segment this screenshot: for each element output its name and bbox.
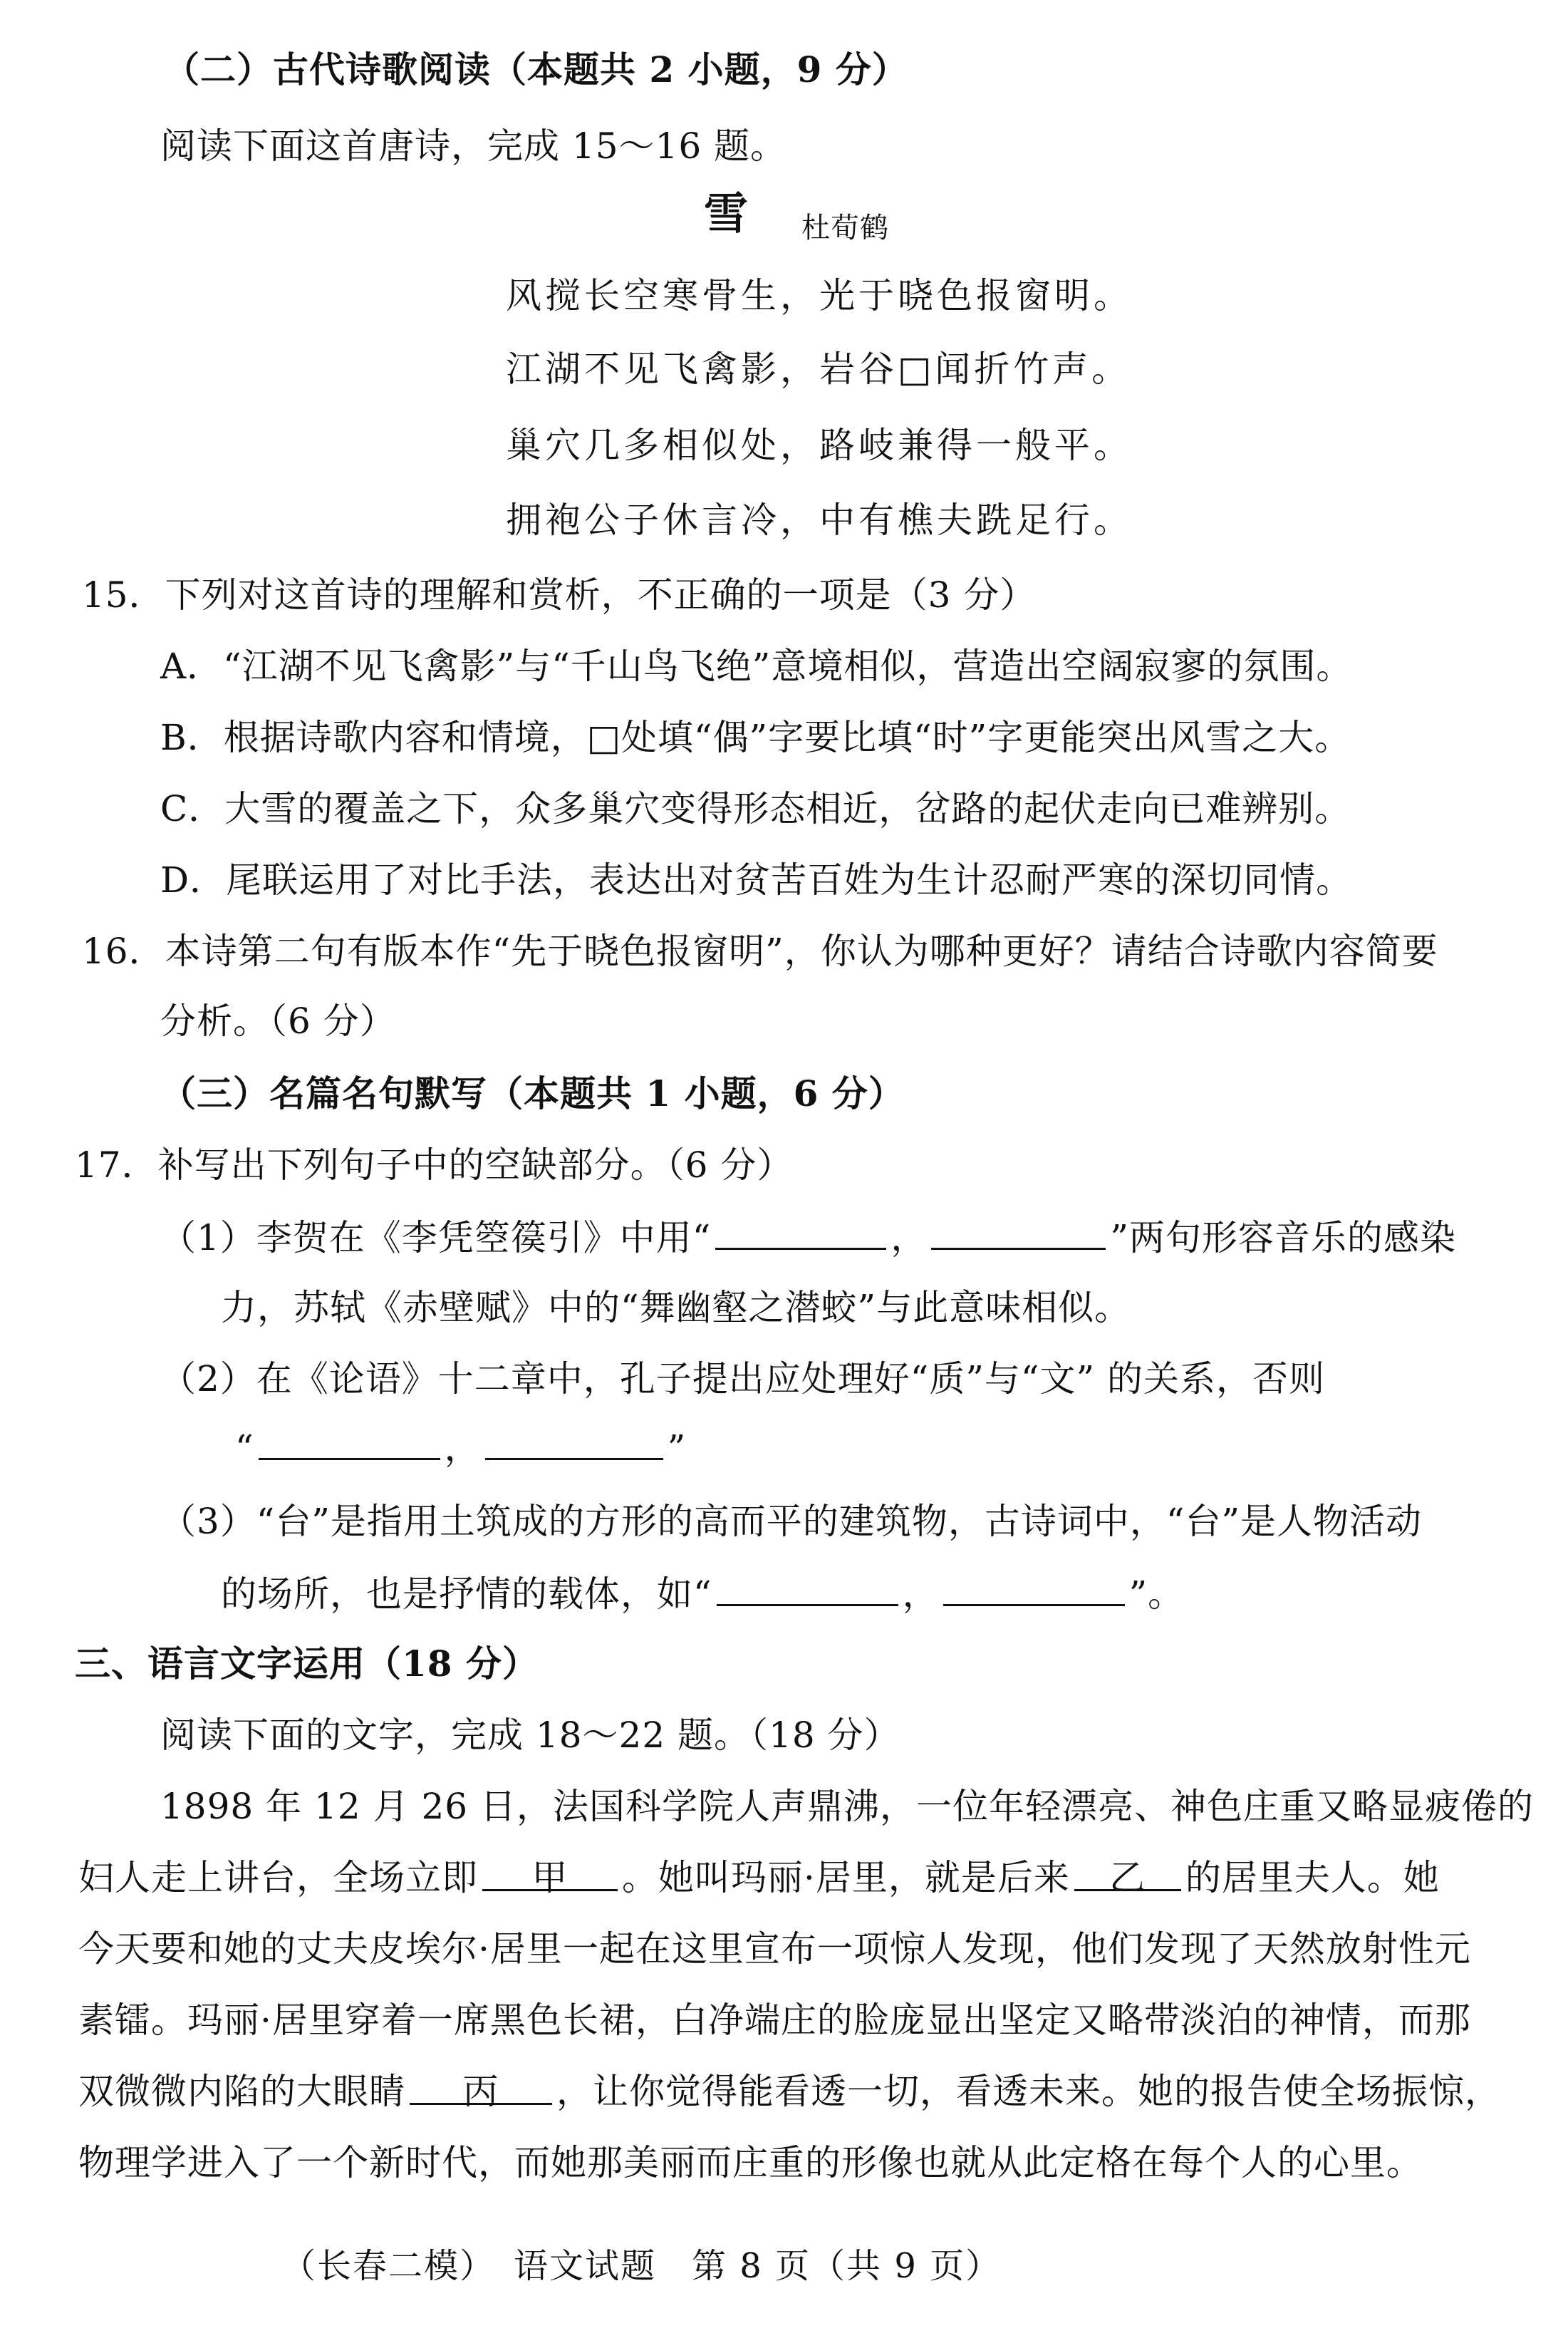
poem-line: 江湖不见飞禽影，岩谷□闻折竹声。 xyxy=(506,348,1131,390)
item-2-separator: ， xyxy=(444,1427,481,1469)
passage-text: 。她叫玛丽·居里，就是后来 xyxy=(622,1857,1070,1898)
question-15-option-c: C．大雪的覆盖之下，众多巢穴变得形态相近，岔路的起伏走向已难辨别。 xyxy=(160,788,1351,829)
passage-line-3: 今天要和她的丈夫皮埃尔·居里一起在这里宣布一项惊人发现，他们发现了天然放射性元 xyxy=(78,1928,1471,1970)
section-heading-recitation: （三）名篇名句默写（本题共 1 小题，6 分） xyxy=(160,1072,905,1114)
item-3-close-quote: ”。 xyxy=(1128,1573,1185,1615)
item-3-text-b: 的场所，也是抒情的载体，如“ xyxy=(221,1573,712,1615)
passage-text: 的居里夫人。她 xyxy=(1185,1857,1440,1898)
passage-text: 双微微内陷的大眼睛 xyxy=(78,2071,405,2112)
poem-title: 雪 xyxy=(704,187,749,239)
question-15-stem: 15．下列对这首诗的理解和赏析，不正确的一项是（3 分） xyxy=(82,574,1037,616)
question-15-option-d: D．尾联运用了对比手法，表达出对贫苦百姓为生计忍耐严寒的深切同情。 xyxy=(160,859,1353,901)
poem-author: 杜荀鹤 xyxy=(801,212,889,244)
blank-jia[interactable]: 甲 xyxy=(482,1856,618,1891)
poetry-instruction: 阅读下面这首唐诗，完成 15～16 题。 xyxy=(160,125,787,167)
page-footer: （长春二模） 语文试题 第 8 页（共 9 页） xyxy=(281,2246,1002,2286)
question-16-line-2: 分析。（6 分） xyxy=(160,1000,396,1042)
blank-yi[interactable]: 乙 xyxy=(1074,1856,1181,1891)
item-1-text-a: （1）李贺在《李凭箜篌引》中用“ xyxy=(160,1217,712,1258)
question-17-item-2: （2）在《论语》十二章中，孔子提出应处理好“质”与“文” 的关系，否则 xyxy=(160,1358,1325,1400)
question-15-option-a: A．“江湖不见飞禽影”与“千山鸟飞绝”意境相似，营造出空阔寂寥的氛围。 xyxy=(160,646,1353,687)
part-3-instruction: 阅读下面的文字，完成 18～22 题。（18 分） xyxy=(160,1714,900,1756)
answer-blank-3-1[interactable] xyxy=(717,1571,898,1606)
item-2-open-quote: “ xyxy=(235,1427,254,1469)
question-17-item-3: （3）“台”是指用土筑成的方形的高而平的建筑物，古诗词中，“台”是人物活动 xyxy=(160,1501,1423,1542)
question-17-item-2-answers xyxy=(235,1425,686,1469)
passage-text: 妇人走上讲台，全场立即 xyxy=(78,1857,478,1898)
question-15-option-b: B．根据诗歌内容和情境，□处填“偶”字要比填“时”字更能突出风雪之大。 xyxy=(160,717,1351,758)
poem-line: 巢穴几多相似处，路岐兼得一般平。 xyxy=(506,425,1133,466)
question-17-item-3-cont xyxy=(221,1571,1184,1615)
item-3-separator: ， xyxy=(902,1573,939,1615)
question-16-line-1: 16．本诗第二句有版本作“先于晓色报窗明”，你认为哪种更好？请结合诗歌内容简要 xyxy=(82,931,1438,972)
question-17-stem: 17．补写出下列句子中的空缺部分。（6 分） xyxy=(75,1144,794,1186)
poem-line: 拥袍公子休言冷，中有樵夫跣足行。 xyxy=(506,500,1133,541)
answer-blank-3-2[interactable] xyxy=(943,1571,1125,1606)
part-3-heading: 三、语言文字运用（18 分） xyxy=(75,1643,539,1685)
question-17-item-1 xyxy=(160,1215,1456,1259)
poem-line: 风搅长空寒骨生，光于晓色报窗明。 xyxy=(506,275,1133,316)
answer-blank-1-1[interactable] xyxy=(715,1215,886,1250)
passage-line-4: 素镭。玛丽·居里穿着一席黑色长裙，白净端庄的脸庞显出坚定又略带淡泊的神情，而那 xyxy=(78,2000,1471,2041)
section-heading-poetry: （二）古代诗歌阅读（本题共 2 小题，9 分） xyxy=(164,48,908,90)
blank-bing[interactable]: 丙 xyxy=(410,2070,552,2105)
item-2-close-quote: ” xyxy=(667,1427,687,1469)
item-1-text-b: ”两句形容音乐的感染 xyxy=(1110,1217,1456,1258)
passage-text: ，让你觉得能看透一切，看透未来。她的报告使全场振惊， xyxy=(556,2071,1501,2112)
passage-line-2 xyxy=(78,1856,1440,1899)
answer-blank-2-2[interactable] xyxy=(485,1425,663,1460)
answer-blank-1-2[interactable] xyxy=(931,1215,1106,1250)
question-17-item-1-cont: 力，苏轼《赤壁赋》中的“舞幽壑之潜蛟”与此意味相似。 xyxy=(221,1287,1131,1328)
passage-line-1: 1898 年 12 月 26 日，法国科学院人声鼎沸，一位年轻漂亮、神色庄重又略显疲倦的 xyxy=(160,1786,1534,1827)
answer-blank-2-1[interactable] xyxy=(259,1425,440,1460)
passage-line-6: 物理学进入了一个新时代，而她那美丽而庄重的形像也就从此定格在每个人的心里。 xyxy=(78,2142,1423,2183)
passage-line-5 xyxy=(78,2070,1501,2113)
item-1-separator: ， xyxy=(891,1217,928,1258)
